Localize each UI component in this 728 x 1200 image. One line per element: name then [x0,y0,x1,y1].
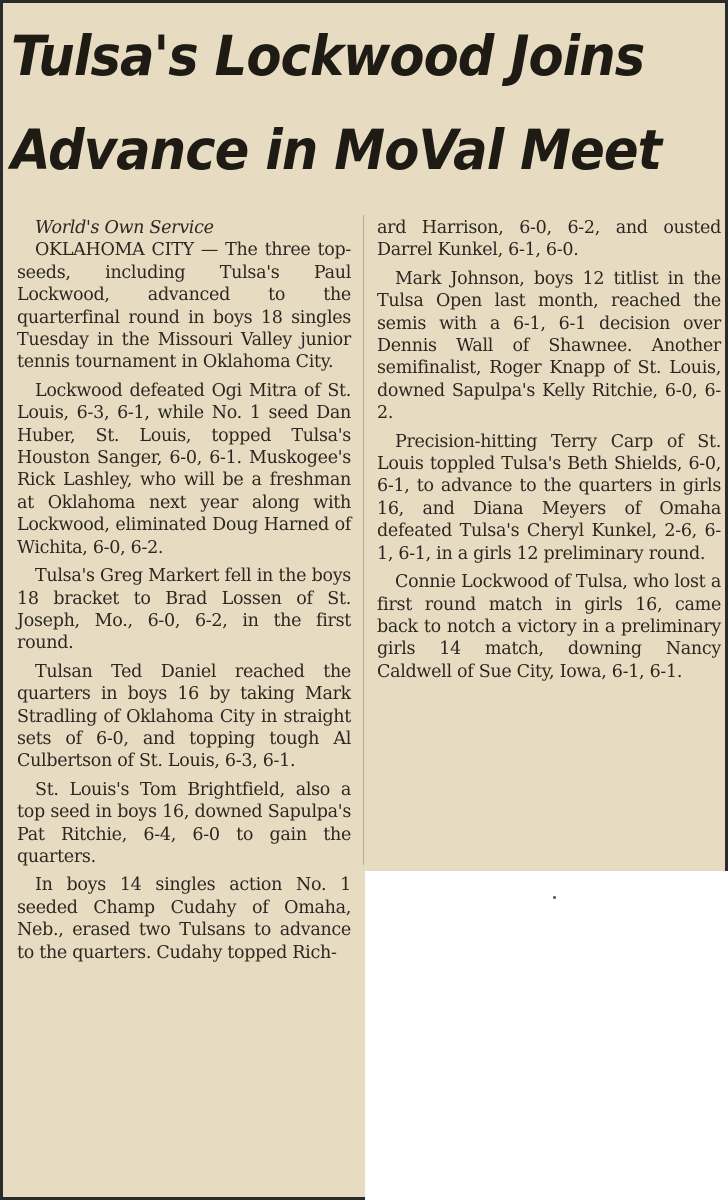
paragraph: Mark Johnson, boys 12 titlist in the Tulsa Open last month, reached the semis with a 6-1, 6-1 decision over Dennis Wall of Shawnee. Another semifinalist, Roger Knapp of St. Louis, downed Sapulpa's Kelly Ritchie, 6-0, 6-2. [377,268,721,424]
paragraph: St. Louis's Tom Brightfield, also a top seed in boys 16, downed Sapulpa's Pat Ritchie, 6-4, 6-0 to gain the quarters. [17,779,351,867]
headline [11,9,673,197]
paragraph: OKLAHOMA CITY — The three top-seeds, including Tulsa's Paul Lockwood, advanced to the quarterfinal round in boys 18 singles Tuesday in the Missouri Valley junior tennis tournament in Oklahoma City. [17,240,351,373]
paragraph: Lockwood defeated Ogi Mitra of St. Louis, 6-3, 6-1, while No. 1 seed Dan Huber, St. Louis, topped Tulsa's Houston Sanger, 6-0, 6-1. Muskogee's Rick Lashley, who will be a freshman at Oklahoma next year along with Lockwood, eliminated Doug Harned of Wichita, 6-0, 6-2. [17,380,351,558]
ink-speck [553,896,556,899]
byline-credit: World's Own Service [35,218,214,238]
newspaper-clipping [3,3,725,1197]
paragraph: Tulsa's Greg Markert fell in the boys 18 bracket to Brad Lossen of St. Joseph, Mo., 6-0, 6-2, in the first round. [17,566,351,654]
column-divider [363,215,364,865]
right-column [377,217,721,689]
headline-line-1: Tulsa's Lockwood Joins [11,24,645,88]
paragraph: Tulsan Ted Daniel reached the quarters in boys 16 by taking Mark Stradling of Oklahoma City in straight sets of 6-0, and topping tough Al Culbertson of St. Louis, 6-3, 6-1. [17,661,351,772]
paragraph: Connie Lockwood of Tulsa, who lost a first round match in girls 16, came back to notch a victory in a preliminary girls 14 match, downing Nancy Caldwell of Sue City, Iowa, 6-1, 6-1. [377,572,721,682]
paragraph: Precision-hitting Terry Carp of St. Louis toppled Tulsa's Beth Shields, 6-0, 6-1, to advance to the quarters in girls 16, and Diana Meyers of Omaha defeated Tulsa's Cheryl Kunkel, 2-6, 6-1, 6-1, in a girls 12 preliminary round. [377,431,721,564]
paragraph: In boys 14 singles action No. 1 seeded Champ Cudahy of Omaha, Neb., erased two Tulsans to advance to the quarters. Cudahy topped Rich- [17,875,351,963]
left-column [17,217,351,970]
paragraph-continued: ard Harrison, 6-0, 6-2, and ousted Darrel Kunkel, 6-1, 6-0. [377,218,721,261]
headline-line-2: Advance in MoVal Meet [11,118,662,182]
blank-area [365,871,728,1200]
